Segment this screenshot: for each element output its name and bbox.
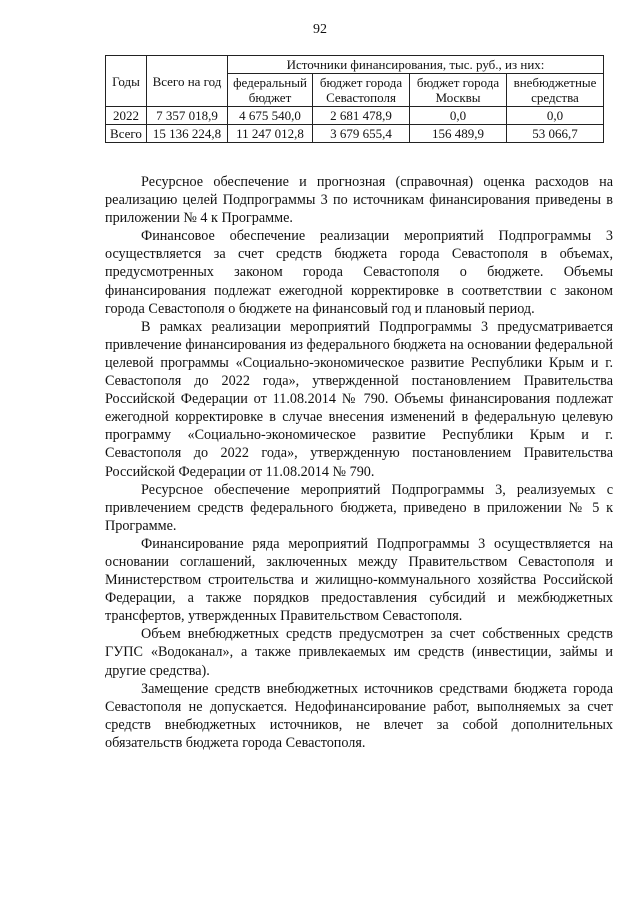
table-header-row <box>106 56 604 74</box>
table-row <box>106 107 604 125</box>
table-cell: 53 066,7 <box>507 125 604 143</box>
table-cell: 4 675 540,0 <box>228 107 313 125</box>
paragraph: Финансовое обеспечение реализации мероприятий Подпрограммы 3 осуществляется за счет средств бюджета города Севастополя в объемах, предусмотренных законом города Севастополя о бюджете. Объемы финансирования подлежат ежегодной корректировке в соответствии с законом города Севастополя о бюджете на финансовый год и плановый период. <box>105 228 613 317</box>
header-extrabudget: внебюджетные средства <box>507 74 604 107</box>
paragraph: В рамках реализации мероприятий Подпрограммы 3 предусматривается привлечение финансирования из федерального бюджета на основании федеральной целевой программы «Социально-экономическое развитие Республики Крым и г. Севастополя до 2022 года», утвержденной постановлением Правительства Российской Федерации от 11.08.2014 № 790. Объемы финансирования подлежат ежегодной корректировке в случае внесения изменений в федеральную целевую программу «Социально-экономическое развитие Республики Крым и г. Севастополя до 2022 года», утвержденную постановлением Правительства Российской Федерации от 11.08.2014 № 790. <box>105 318 613 480</box>
paragraph: Ресурсное обеспечение мероприятий Подпрограммы 3, реализуемых с привлечением средств федерального бюджета, приведено в приложении № 5 к Программе. <box>105 481 613 534</box>
table-cell: 2 681 478,9 <box>313 107 410 125</box>
page-number: 92 <box>313 22 327 37</box>
header-sources: Источники финансирования, тыс. руб., из них: <box>228 56 604 74</box>
header-years: Годы <box>106 56 147 107</box>
table-cell: 11 247 012,8 <box>228 125 313 143</box>
table-cell: 0,0 <box>507 107 604 125</box>
header-moscow: бюджет города Москвы <box>410 74 507 107</box>
header-sevastopol: бюджет города Севастополя <box>313 74 410 107</box>
financing-table <box>105 55 604 143</box>
table-cell: Всего <box>106 125 147 143</box>
header-total: Всего на год <box>147 56 228 107</box>
table-row <box>106 125 604 143</box>
body-text <box>105 173 613 752</box>
paragraph: Объем внебюджетных средств предусмотрен за счет собственных средств ГУПС «Водоканал», а также привлекаемых им средств (инвестиции, займы и другие средства). <box>105 626 613 679</box>
header-federal: федеральный бюджет <box>228 74 313 107</box>
table-cell: 7 357 018,9 <box>147 107 228 125</box>
paragraph: Финансирование ряда мероприятий Подпрограммы 3 осуществляется на основании соглашений, заключенных между Правительством Севастополя и Министерством строительства и жилищно-коммунального хозяйства Российской Федерации, а также порядков предоставления субсидий и межбюджетных трансфертов, утвержденных Правительством Севастополя. <box>105 535 613 625</box>
table-cell: 3 679 655,4 <box>313 125 410 143</box>
paragraph: Ресурсное обеспечение и прогнозная (справочная) оценка расходов на реализацию целей Подпрограммы 3 по источникам финансирования приведены в приложении № 4 к Программе. <box>105 174 613 227</box>
table-cell: 156 489,9 <box>410 125 507 143</box>
table-cell: 0,0 <box>410 107 507 125</box>
paragraph: Замещение средств внебюджетных источников средствами бюджета города Севастополя не допускается. Недофинансирование работ, выполняемых за счет средств внебюджетных источников, не влечет за собой дополнительных обязательств бюджета города Севастополя. <box>105 680 613 751</box>
table-cell: 2022 <box>106 107 147 125</box>
table-cell: 15 136 224,8 <box>147 125 228 143</box>
